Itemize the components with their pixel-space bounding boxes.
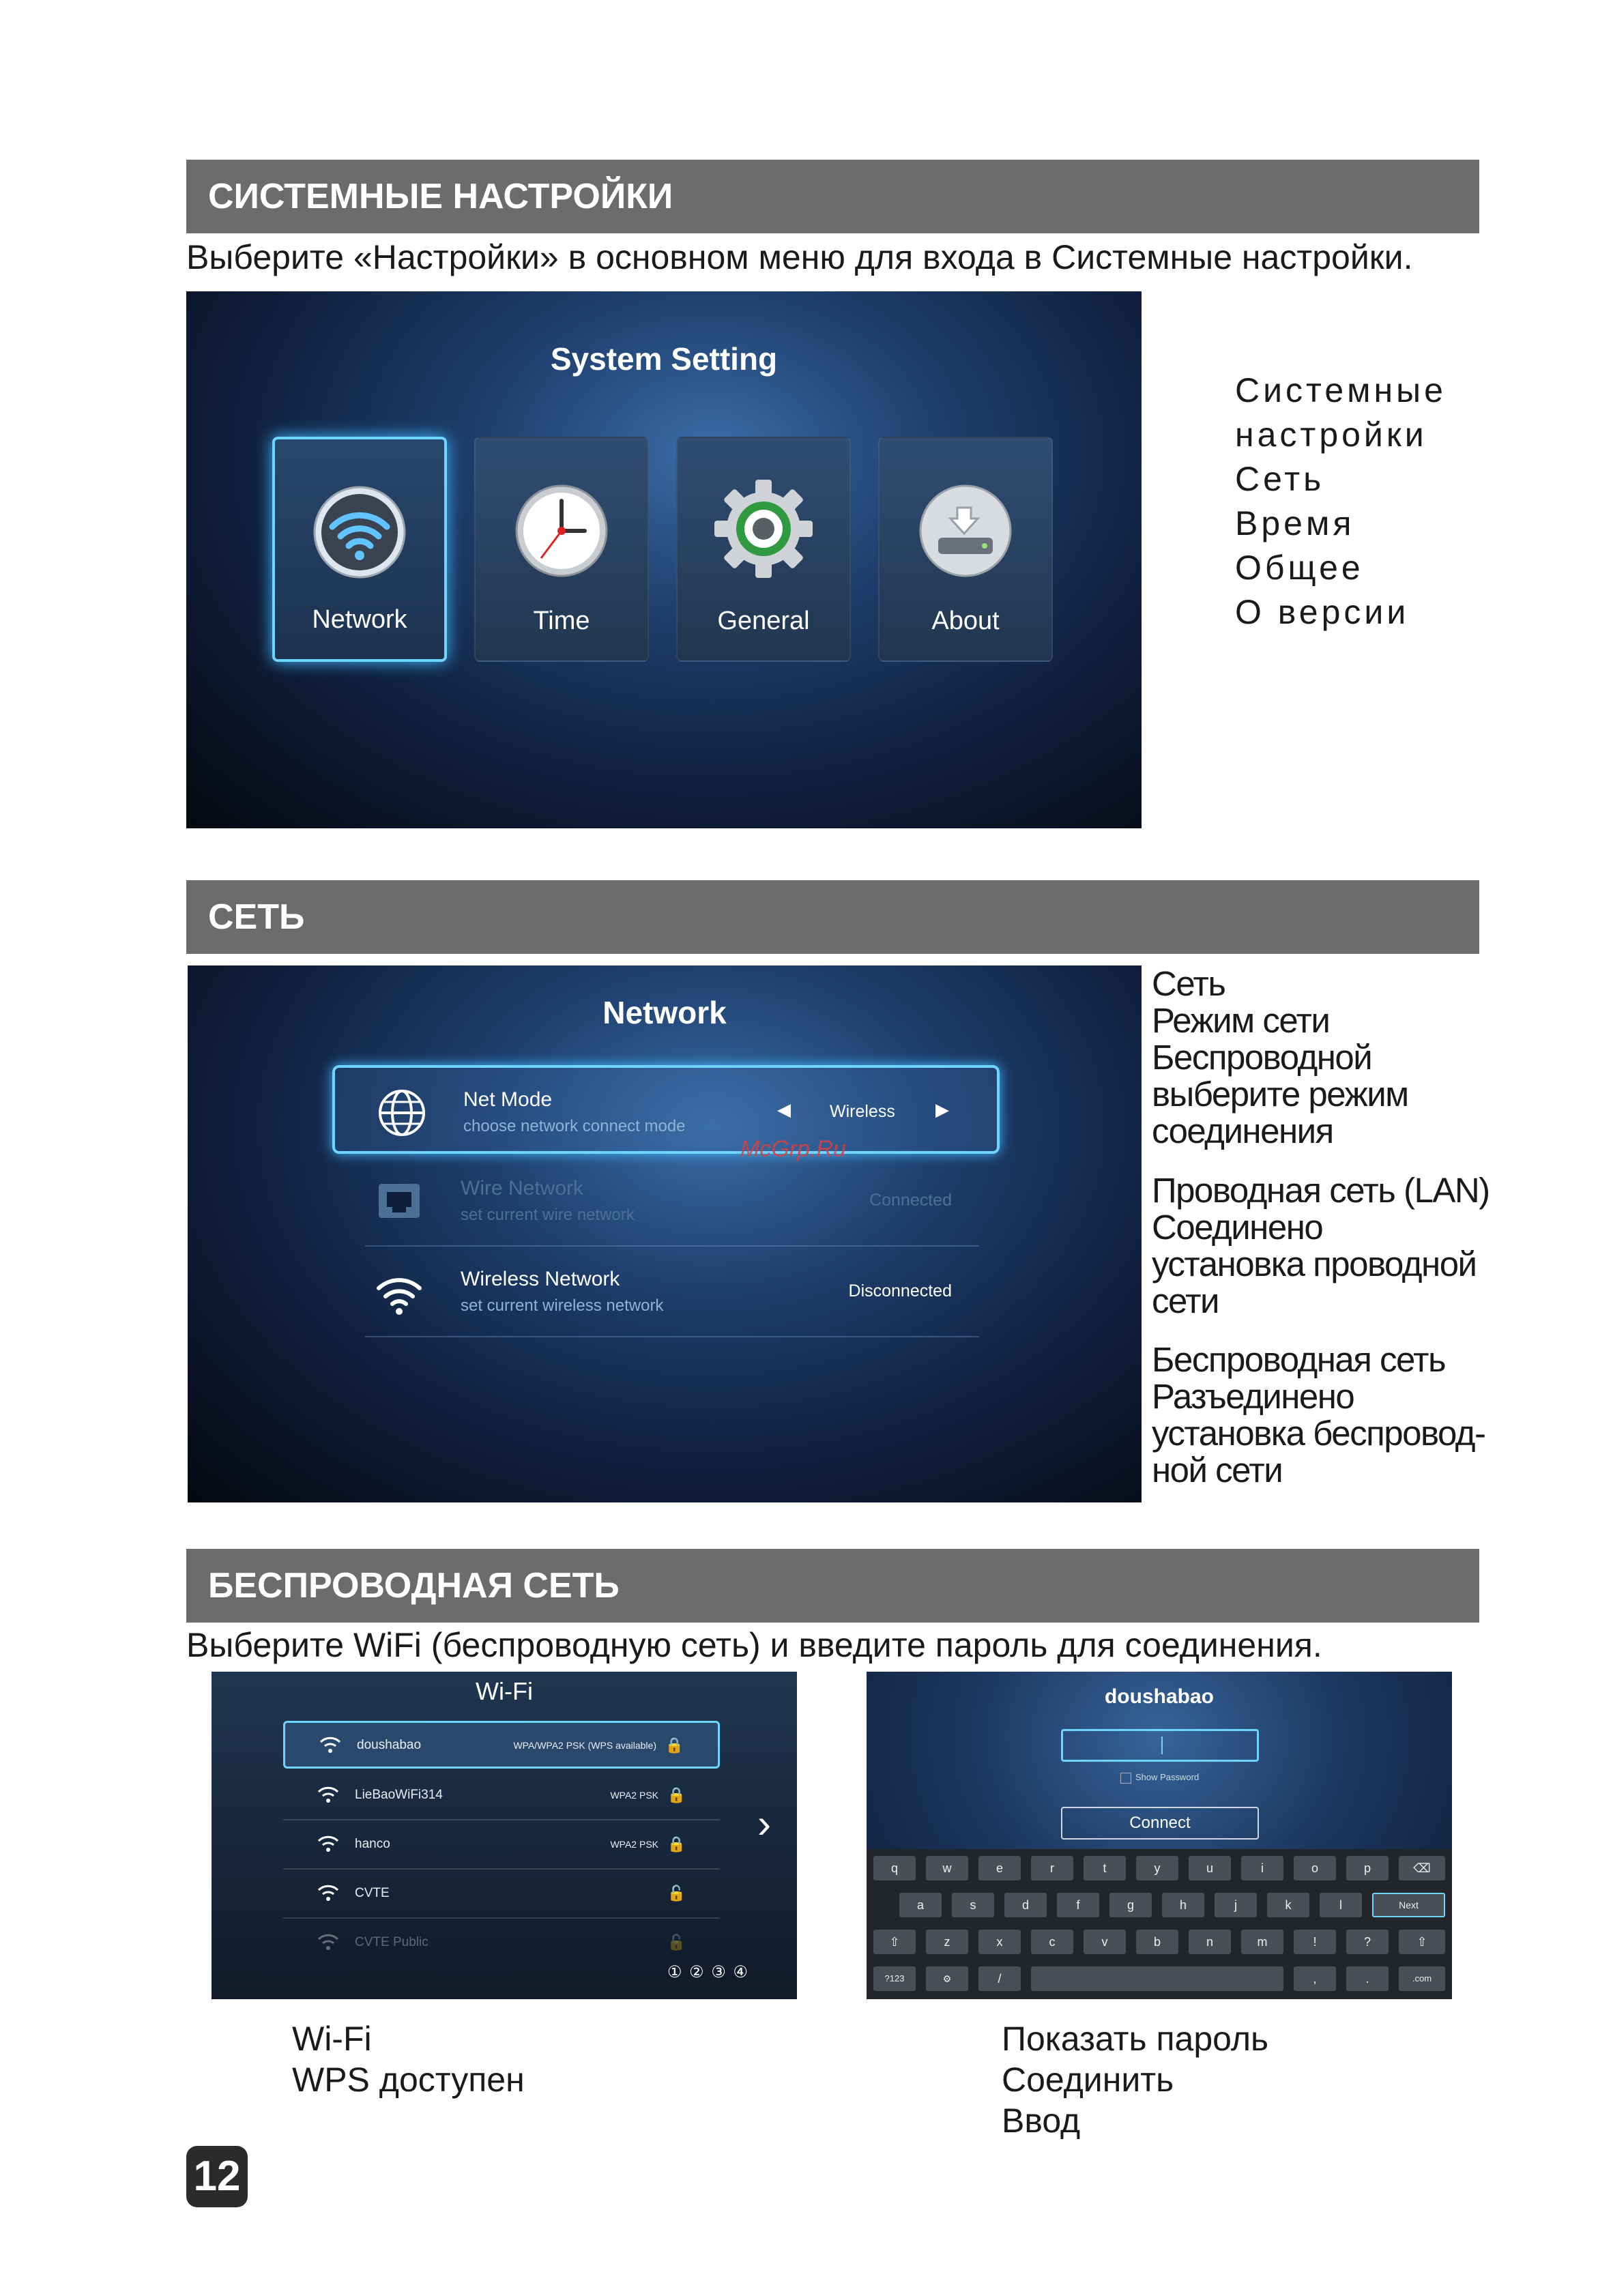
wifi-name: CVTE Public [355, 1935, 428, 1949]
screen-title: Network [602, 995, 727, 1030]
key[interactable]: y [1136, 1856, 1178, 1880]
wifi-item-cvte-public[interactable] [283, 1920, 720, 1968]
caption-line: Wi-Fi [292, 2020, 372, 2058]
arrow-left-icon[interactable]: ◀ [777, 1099, 791, 1120]
wifi-password-screen [867, 1672, 1452, 1999]
tile-network[interactable] [272, 437, 447, 662]
row-title: Wireless Network [461, 1268, 620, 1290]
wifi-name: doushabao [357, 1738, 422, 1752]
legend-line: Системные [1235, 371, 1447, 409]
clock-icon [514, 483, 609, 579]
legend-line: Беспроводная сеть [1152, 1340, 1446, 1379]
key[interactable]: d [1004, 1893, 1047, 1917]
caption-line: Ввод [1002, 2102, 1081, 2140]
key[interactable]: z [926, 1930, 968, 1954]
key[interactable]: a [899, 1893, 942, 1917]
legend-line: установка беспровод- [1152, 1414, 1485, 1453]
section-header-system: СИСТЕМНЫЕ НАСТРОЙКИ [186, 160, 1479, 233]
next-key[interactable]: Next [1372, 1893, 1445, 1917]
legend-line: сети [1152, 1281, 1219, 1320]
legend-system [1235, 368, 1447, 635]
legend-line: ной сети [1152, 1451, 1283, 1490]
row-value: Wireless [830, 1102, 895, 1121]
key[interactable]: b [1136, 1930, 1178, 1954]
wifi-item-liebao[interactable] [283, 1773, 720, 1820]
wifi-name: CVTE [355, 1886, 390, 1900]
wifi-name: hanco [355, 1837, 390, 1851]
row-value: Connected [869, 1191, 952, 1210]
row-value: Disconnected [848, 1281, 952, 1300]
legend-line: Сеть [1235, 460, 1325, 498]
wifi-item-doushabao[interactable] [283, 1721, 720, 1769]
caption-wifi [292, 2018, 525, 2100]
key[interactable]: ! [1294, 1930, 1336, 1954]
wifi-icon [375, 1268, 424, 1317]
legend-line: Общее [1235, 549, 1364, 587]
legend-line: настройки [1235, 416, 1427, 454]
wifi-signal-icon [317, 1883, 339, 1902]
key[interactable]: q [873, 1856, 916, 1880]
row-title: Wire Network [461, 1177, 584, 1200]
drive-icon [918, 483, 1013, 579]
key[interactable]: e [978, 1856, 1021, 1880]
gear-icon [712, 478, 815, 580]
key[interactable]: u [1189, 1856, 1231, 1880]
tile-label: Network [312, 605, 407, 634]
section-header-wireless: БЕСПРОВОДНАЯ СЕТЬ [186, 1549, 1479, 1623]
row-title: Net Mode [463, 1088, 553, 1111]
login-title: doushabao [1104, 1685, 1214, 1708]
show-password-checkbox[interactable] [1120, 1773, 1131, 1784]
wifi-item-hanco[interactable] [283, 1822, 720, 1870]
legend-line: О версии [1235, 593, 1410, 631]
key[interactable]: f [1057, 1893, 1099, 1917]
settings-key[interactable]: ⚙ [926, 1966, 968, 1991]
divider [365, 1245, 979, 1247]
caption-line: WPS доступен [292, 2061, 525, 2099]
lock-icon: 🔒 [667, 1835, 686, 1852]
tile-time[interactable] [474, 437, 649, 662]
space-key[interactable] [1031, 1966, 1283, 1991]
wifi-name: LieBaoWiFi314 [355, 1788, 443, 1802]
wifi-security: WPA2 PSK [610, 1839, 658, 1850]
key[interactable]: k [1267, 1893, 1309, 1917]
legend-line: Режим сети [1152, 1001, 1330, 1040]
screen-title: Wi-Fi [476, 1677, 533, 1705]
page-indicator[interactable]: ① ② ③ ④ [667, 1963, 750, 1981]
symbols-key[interactable]: ?123 [873, 1966, 916, 1991]
key[interactable]: v [1084, 1930, 1126, 1954]
legend-line: Беспроводной [1152, 1038, 1372, 1077]
tile-label: General [717, 607, 810, 635]
legend-line: Время [1235, 504, 1355, 542]
key[interactable]: , [1294, 1966, 1336, 1991]
row-wire-network[interactable] [332, 1157, 1000, 1245]
wifi-icon [312, 484, 407, 580]
key[interactable]: l [1320, 1893, 1362, 1917]
row-wireless-network[interactable] [332, 1247, 1000, 1336]
legend-line: Проводная сеть (LAN) [1152, 1171, 1490, 1210]
intro-text-system: Выберите «Настройки» в основном меню для входа в Системные настройки. [186, 238, 1413, 276]
key[interactable]: g [1109, 1893, 1152, 1917]
key[interactable]: h [1162, 1893, 1204, 1917]
key[interactable]: n [1189, 1930, 1231, 1954]
backspace-key[interactable]: ⌫ [1399, 1856, 1445, 1880]
wifi-signal-icon [317, 1834, 339, 1853]
legend-line: Сеть [1152, 964, 1225, 1003]
legend-network-c [1152, 1341, 1485, 1489]
wifi-security: WPA2 PSK [610, 1790, 658, 1801]
legend-line: Разъединено [1152, 1377, 1354, 1416]
row-subtitle: set current wireless network [461, 1296, 664, 1315]
page-number: 12 [186, 2146, 248, 2207]
key[interactable]: o [1294, 1856, 1336, 1880]
system-setting-screen [186, 291, 1142, 828]
row-subtitle: set current wire network [461, 1206, 635, 1224]
show-password-label: Show Password [1135, 1772, 1200, 1782]
lock-icon: 🔒 [667, 1786, 686, 1803]
legend-line: соединения [1152, 1111, 1333, 1150]
key[interactable]: p [1346, 1856, 1389, 1880]
caption-line: Показать пароль [1002, 2020, 1269, 2058]
row-subtitle: choose network connect mode [463, 1117, 686, 1135]
divider [365, 1336, 979, 1337]
wifi-signal-icon [319, 1735, 341, 1754]
key[interactable]: c [1031, 1930, 1073, 1954]
legend-line: установка проводной [1152, 1245, 1477, 1283]
caption-line: Соединить [1002, 2061, 1174, 2099]
connect-button[interactable]: Connect [1061, 1807, 1259, 1840]
wifi-signal-icon [317, 1785, 339, 1804]
key[interactable]: t [1084, 1856, 1126, 1880]
shift-key[interactable]: ⇧ [873, 1930, 916, 1954]
text-cursor [1161, 1736, 1163, 1754]
legend-network-b [1152, 1172, 1490, 1320]
password-input[interactable] [1061, 1729, 1259, 1762]
row-net-mode[interactable] [332, 1065, 1000, 1154]
legend-line: Соединено [1152, 1208, 1323, 1247]
key[interactable]: w [926, 1856, 968, 1880]
wifi-item-cvte[interactable] [283, 1871, 720, 1919]
network-screen [188, 965, 1142, 1502]
tile-label: About [931, 607, 1000, 635]
caption-password [1002, 2018, 1268, 2141]
section-header-network: СЕТЬ [186, 880, 1479, 954]
wifi-signal-icon [317, 1932, 339, 1951]
dotcom-key[interactable]: .com [1399, 1966, 1445, 1991]
key[interactable]: x [978, 1930, 1021, 1954]
ethernet-icon [375, 1177, 424, 1226]
key[interactable]: m [1241, 1930, 1283, 1954]
unlock-icon: 🔓 [667, 1885, 686, 1902]
key[interactable]: ? [1346, 1930, 1389, 1954]
tile-general[interactable] [676, 437, 851, 662]
legend-line: выберите режим [1152, 1075, 1408, 1114]
watermark: McGrp.Ru [740, 1136, 846, 1162]
intro-text-wireless: Выберите WiFi (беспроводную сеть) и введите пароль для соединения. [186, 1626, 1322, 1664]
key[interactable]: r [1031, 1856, 1073, 1880]
unlock-icon: 🔓 [667, 1934, 686, 1951]
legend-network-a [1152, 965, 1408, 1150]
wifi-security: WPA/WPA2 PSK (WPS available) [513, 1740, 656, 1751]
tile-about[interactable] [878, 437, 1053, 662]
tile-label: Time [533, 607, 590, 635]
key[interactable]: . [1346, 1966, 1389, 1991]
chevron-right-icon[interactable]: › [757, 1801, 771, 1846]
key[interactable]: i [1241, 1856, 1283, 1880]
arrow-right-icon[interactable]: ▶ [935, 1099, 949, 1120]
lock-icon: 🔒 [665, 1736, 684, 1754]
key[interactable]: s [952, 1893, 994, 1917]
key[interactable]: / [978, 1966, 1021, 1991]
globe-icon [377, 1088, 426, 1137]
key[interactable]: j [1215, 1893, 1257, 1917]
wifi-list-screen [212, 1672, 797, 1999]
on-screen-keyboard [867, 1849, 1452, 1999]
screen-title: System Setting [550, 341, 778, 377]
shift-key[interactable]: ⇧ [1399, 1930, 1445, 1954]
